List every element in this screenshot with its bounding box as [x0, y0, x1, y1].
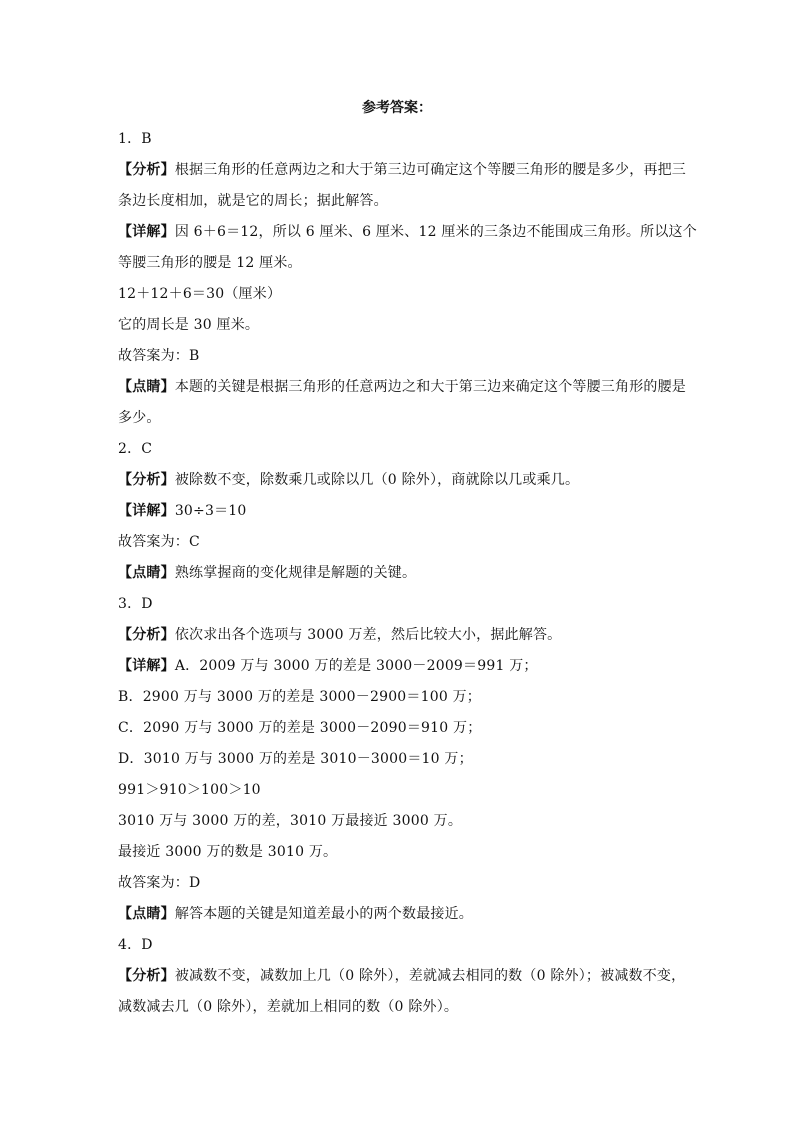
line-text: 等腰三角形的腰是 12 厘米。 [118, 255, 302, 271]
line-text: 3．D [118, 596, 153, 612]
answer-line [118, 527, 680, 558]
line-text: 故答案为：D [118, 875, 201, 891]
line-text: 故答案为：C [118, 534, 200, 550]
answer-line [118, 372, 687, 403]
section-tag: 【详解】 [118, 658, 175, 674]
section-tag: 【点睛】 [118, 379, 175, 395]
line-text: 991＞910＞100＞10 [118, 782, 261, 798]
line-text: 它的周长是 30 厘米。 [118, 317, 260, 333]
answer-line [118, 186, 680, 217]
answer-line [118, 744, 680, 775]
section-tag: 【详解】 [118, 503, 175, 519]
answer-line [118, 124, 680, 155]
answer-line [118, 310, 680, 341]
line-text: 2．C [118, 441, 153, 457]
line-text: 12＋12＋6＝30（厘米） [118, 286, 282, 302]
line-text: C．2090 万与 3000 万的差是 3000－2090＝910 万； [118, 720, 482, 736]
answer-line [118, 279, 680, 310]
line-text: 本题的关键是根据三角形的任意两边之和大于第三边来确定这个等腰三角形的腰是 [174, 379, 687, 395]
answer-body [118, 124, 697, 1023]
answer-line [118, 341, 680, 372]
answer-line [118, 465, 680, 496]
line-text: 解答本题的关键是知道差最小的两个数最接近。 [174, 906, 474, 922]
section-tag: 【分析】 [118, 968, 175, 984]
answer-line [118, 837, 680, 868]
line-text: 多少。 [118, 410, 161, 426]
line-text: 3010 万与 3000 万的差，3010 万最接近 3000 万。 [118, 813, 463, 829]
answer-line [118, 682, 680, 713]
line-text: B．2900 万与 3000 万的差是 3000－2900＝100 万； [118, 689, 481, 705]
line-text: 最接近 3000 万的数是 3010 万。 [118, 844, 338, 860]
section-tag: 【分析】 [118, 472, 175, 488]
line-text: 根据三角形的任意两边之和大于第三边可确定这个等腰三角形的腰是多少，再把三 [174, 162, 687, 178]
line-text: 依次求出各个选项与 3000 万差，然后比较大小，据此解答。 [174, 627, 562, 643]
answer-line [118, 403, 680, 434]
answer-line [118, 558, 680, 589]
section-tag: 【点睛】 [118, 565, 175, 581]
answer-line [118, 155, 687, 186]
line-text: 1．B [118, 131, 152, 147]
line-text: 减数减去几（0 除外），差就加上相同的数（0 除外）。 [118, 999, 459, 1015]
answer-line [118, 868, 680, 899]
answer-line [118, 651, 680, 682]
answer-line [118, 930, 680, 961]
answer-line [118, 589, 680, 620]
section-tag: 【分析】 [118, 162, 175, 178]
answer-line [118, 899, 680, 930]
answer-line [118, 806, 680, 837]
section-tag: 【详解】 [118, 224, 175, 240]
line-text: D．3010 万与 3000 万的差是 3010－3000＝10 万； [118, 751, 473, 767]
line-text: 熟练掌握商的变化规律是解题的关键。 [174, 565, 417, 581]
answer-line [118, 992, 680, 1023]
answer-line [118, 775, 680, 806]
answer-line [118, 961, 686, 992]
answer-line [118, 248, 680, 279]
answer-line [118, 434, 680, 465]
line-text: 被除数不变，除数乘几或除以几（0 除外），商就除以几或乘几。 [174, 472, 580, 488]
line-text: 故答案为：B [118, 348, 200, 364]
answer-line [118, 620, 680, 651]
line-text: 4．D [118, 937, 153, 953]
answer-line [118, 496, 680, 527]
section-tag: 【分析】 [118, 627, 175, 643]
line-text: 条边长度相加，就是它的周长；据此解答。 [118, 193, 388, 209]
line-text: 被减数不变，减数加上几（0 除外），差就减去相同的数（0 除外）；被减数不变， [174, 968, 686, 984]
line-text: 因 6＋6＝12，所以 6 厘米、6 厘米、12 厘米的三条边不能围成三角形。所以这个 [174, 224, 697, 240]
line-text: 30÷3＝10 [174, 503, 247, 519]
line-text: A．2009 万与 3000 万的差是 3000－2009＝991 万； [174, 658, 538, 674]
answer-line [118, 217, 697, 248]
page-title: 参考答案： [362, 100, 432, 116]
section-tag: 【点睛】 [118, 906, 175, 922]
answer-line [118, 713, 680, 744]
